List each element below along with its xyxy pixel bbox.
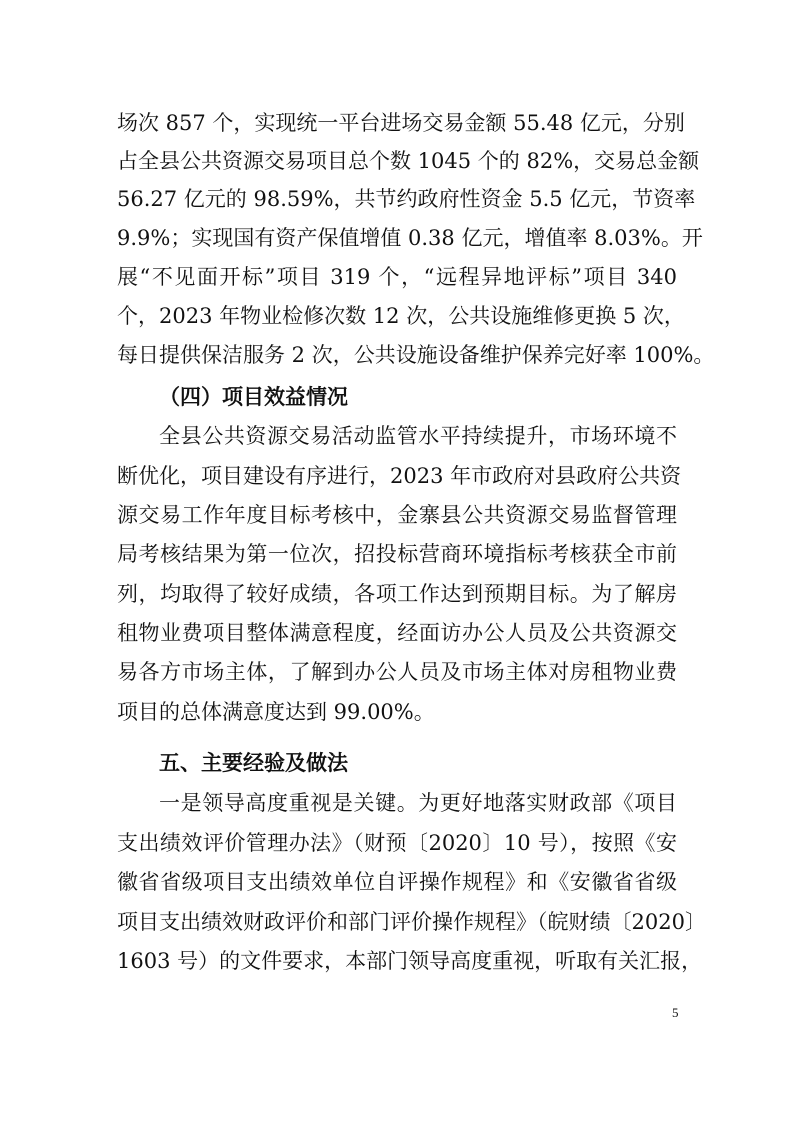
paragraph-line: 占全县公共资源交易项目总个数 1045 个的 82%，交易总金额 [117,149,700,173]
paragraph-line: 局考核结果为第一位次，招投标营商环境指标考核获全市前 [117,542,677,566]
paragraph-line: 项目支出绩效财政评价和部门评价操作规程》（皖财绩〔2020〕 [117,910,706,934]
paragraph-line: 56.27 亿元的 98.59%，共节约政府性资金 5.5 亿元，节资率 [117,187,696,211]
section-heading: （四）项目效益情况 [159,385,348,409]
paragraph-line: 一是领导高度重视是关键。为更好地落实财政部《项目 [159,791,677,815]
paragraph-line: 9.9%；实现国有资产保值增值 0.38 亿元，增值率 8.03%。开 [117,226,703,250]
paragraph-line: 租物业费项目整体满意程度，经面访办公人员及公共资源交 [117,621,677,645]
paragraph-line: 展“不见面开标”项目 319 个，“远程异地评标”项目 340 [117,265,677,289]
paragraph-line: 列，均取得了较好成绩，各项工作达到预期目标。为了解房 [117,582,677,606]
paragraph-line: 场次 857 个，实现统一平台进场交易金额 55.48 亿元，分别 [117,111,685,135]
paragraph-line: 个，2023 年物业检修次数 12 次，公共设施维修更换 5 次， [117,304,685,328]
page-number: 5 [672,1005,679,1020]
paragraph-line: 全县公共资源交易活动监管水平持续提升，市场环境不 [159,424,677,448]
paragraph-line: 断优化，项目建设有序进行，2023 年市政府对县政府公共资 [117,464,682,488]
paragraph-line: 易各方市场主体，了解到办公人员及市场主体对房租物业费 [117,660,677,684]
paragraph-line: 每日提供保洁服务 2 次，公共设施设备维护保养完好率 100%。 [117,343,715,367]
paragraph-line: 1603 号）的文件要求，本部门领导高度重视，听取有关汇报， [117,949,703,973]
paragraph-line: 徽省省级项目支出绩效单位自评操作规程》和《安徽省省级 [117,870,677,894]
paragraph-line: 支出绩效评价管理办法》（财预〔2020〕10 号），按照《安 [117,831,677,855]
paragraph-line: 源交易工作年度目标考核中，金寨县公共资源交易监督管理 [117,503,677,527]
section-heading: 五、主要经验及做法 [159,751,348,775]
paragraph-line: 项目的总体满意度达到 99.00%。 [117,700,435,724]
